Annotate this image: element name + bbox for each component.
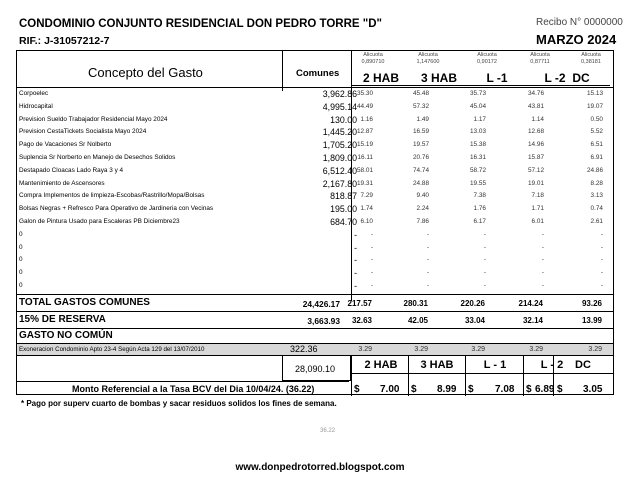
row-value: 15.87 (528, 154, 544, 161)
divider (282, 51, 283, 91)
table-row (17, 179, 613, 190)
row-comunes: 195.00 (330, 204, 357, 215)
concept-header: Concepto del Gasto (88, 65, 203, 80)
footnote: * Pago por superv cuarto de bombas y sacar residuos solidos los fines de semana. (21, 399, 337, 408)
alicuota-2hab: Alicuota 0,890710 (361, 52, 385, 65)
row-value: 19.55 (470, 179, 486, 187)
row-value: 1.71 (531, 205, 544, 213)
total-l1: 220.26 (460, 299, 485, 308)
table-row (17, 115, 613, 126)
row-value: 0.74 (590, 205, 603, 213)
row-value: - (426, 282, 429, 289)
row-value: 58.72 (470, 166, 486, 174)
row-value: - (370, 282, 373, 289)
table-row (17, 166, 613, 177)
alicuota-l1: Alicuota 0,90172 (477, 52, 497, 65)
reserve-comunes: 3,663.93 (307, 316, 340, 326)
row-value: 44.49 (357, 102, 373, 110)
row-value: - (426, 256, 429, 264)
row-value: 15.38 (470, 141, 486, 149)
col-header-dc: DC (552, 71, 610, 86)
divider (17, 381, 349, 382)
row-value: 34.76 (528, 90, 544, 97)
table-row (17, 102, 613, 113)
row-value: - (541, 269, 544, 277)
row-value: 16.31 (470, 154, 486, 161)
reserve-l2: 32.14 (522, 316, 543, 325)
row-value: - (483, 230, 486, 238)
blog-url[interactable]: www.donpedrotorred.blogspot.com (235, 462, 405, 473)
row-concept: Compra Implementos de limpieza-Escobas/Rastrillo/Mopa/Bolsas (19, 192, 205, 200)
rif-number: RIF.: J-31057212-7 (19, 35, 110, 47)
row-value: - (370, 243, 373, 251)
reserve-l1: 33.04 (464, 316, 485, 325)
table-row (17, 255, 613, 266)
col-header-2hab: 2 HAB (352, 71, 410, 86)
row-value: 6.01 (531, 218, 544, 225)
row-concept: Mantenimiento de Ascensores (19, 179, 105, 187)
row-value: 35.30 (357, 90, 373, 97)
exoneration-2hab: 3.29 (358, 346, 372, 353)
reference-amount-label: Monto Referencial a la Tasa BCV del Dia 10/04/24. (36.22) (72, 384, 315, 394)
row-value: - (483, 243, 486, 251)
table-row (17, 191, 613, 202)
currency-symbol: $ (411, 384, 417, 395)
row-value: 19.01 (528, 179, 544, 187)
currency-symbol: $ (354, 384, 360, 395)
row-comunes: 6,512.40 (322, 165, 357, 176)
header-divider (17, 87, 613, 88)
receipt-number: Recibo N° 0000000 (536, 17, 623, 28)
row-value: 0.50 (590, 115, 603, 123)
row-value: 58.01 (357, 166, 373, 174)
row-concept: 0 (19, 269, 23, 277)
table-row (17, 217, 613, 228)
row-value: 15.13 (587, 90, 603, 97)
row-value: 1.16 (360, 115, 373, 123)
row-value: 6.51 (590, 141, 603, 149)
row-comunes: 1,445.20 (322, 127, 357, 138)
alicuota-l2: Alicuota 0,87711 (530, 52, 550, 65)
row-value: - (600, 230, 603, 238)
col-header-l1: L -1 (468, 71, 526, 86)
row-value: 1.14 (531, 115, 544, 123)
row-value: 12.68 (528, 128, 544, 136)
row-value: 15.19 (357, 141, 373, 149)
col-header-3hab: 3 HAB (410, 71, 468, 86)
bottom-header-l2: L - 2 (540, 359, 564, 371)
reserve-3hab: 42.05 (407, 316, 428, 325)
table-row (17, 243, 613, 254)
row-comunes: - (354, 255, 357, 266)
row-comunes: - (354, 281, 357, 291)
row-value: - (370, 256, 373, 264)
row-value: 7.18 (531, 192, 544, 200)
row-value: - (483, 256, 486, 264)
row-comunes: 1,809.00 (322, 153, 357, 163)
table-row (17, 230, 613, 241)
billing-month: MARZO 2024 (536, 32, 617, 47)
currency-symbol: $ (557, 384, 563, 395)
page-number: 36.22 (320, 428, 336, 434)
row-value: 24.88 (413, 179, 429, 187)
bottom-header-row (351, 355, 614, 374)
divider (17, 311, 613, 312)
exoneration-l2: 3.29 (529, 346, 543, 353)
row-comunes: 1,705.20 (322, 140, 357, 151)
divider (408, 355, 409, 396)
row-concept: 0 (19, 243, 23, 251)
exoneration-dc: 3.29 (588, 346, 602, 353)
reserve-2hab: 32.63 (351, 316, 372, 325)
row-concept: Destapado Cloacas Lado Raya 3 y 4 (19, 166, 124, 174)
row-comunes: 4,995.14 (322, 101, 357, 112)
row-value: 12.87 (357, 128, 373, 136)
row-value: - (541, 282, 544, 289)
row-comunes: 2,167.80 (322, 178, 357, 189)
table-row (17, 140, 613, 151)
row-value: - (600, 269, 603, 277)
amount-2hab: 7.00 (380, 384, 400, 395)
table-row (17, 281, 613, 292)
row-value: 9.40 (416, 192, 429, 200)
row-concept: Bolsas Negras + Refresco Para Operativo de Jardineria con Vecinas (19, 205, 214, 213)
row-value: 2.61 (590, 218, 603, 225)
table-row (17, 127, 613, 138)
amount-dc: 3.05 (583, 384, 603, 395)
divider (351, 355, 352, 396)
exoneration-label: Exoneracion Condominio Apto 23-4 Según Acta 129 del 13/07/2010 (19, 346, 205, 353)
row-value: 7.38 (473, 192, 486, 200)
row-value: 45.04 (470, 102, 486, 110)
row-value: 19.07 (587, 102, 603, 110)
row-value: 43.81 (528, 102, 544, 110)
total-l2: 214.24 (518, 299, 543, 308)
row-value: 19.31 (357, 179, 373, 187)
reserve-label: 15% DE RESERVA (19, 314, 106, 325)
row-value: 8.28 (590, 179, 603, 187)
exoneration-3hab: 3.29 (414, 346, 428, 353)
row-value: 6.91 (590, 154, 603, 161)
reserve-dc: 13.99 (581, 316, 602, 325)
total-label: TOTAL GASTOS COMUNES (19, 297, 150, 308)
amount-3hab: 8.99 (437, 384, 457, 395)
row-concept: 0 (19, 230, 23, 238)
row-value: 14.96 (528, 141, 544, 149)
row-value: - (426, 230, 429, 238)
divider (17, 328, 613, 329)
row-concept: Prevision Sueldo Trabajador Residencial Mayo 2024 (19, 115, 168, 123)
row-value: 1.17 (473, 115, 486, 123)
row-value: 5.52 (590, 128, 603, 136)
currency-symbol: $ (468, 384, 474, 395)
row-comunes: 130.00 (330, 114, 357, 125)
total-3hab: 280.31 (403, 299, 428, 308)
row-value: - (483, 269, 486, 277)
row-concept: 0 (19, 282, 23, 289)
row-concept: Corpoelec (19, 90, 49, 97)
exoneration-comunes: 322.36 (290, 344, 318, 354)
row-value: - (600, 282, 603, 289)
bottom-header-l1: L - 1 (483, 359, 507, 371)
table-row (17, 268, 613, 279)
condominium-title: CONDOMINIO CONJUNTO RESIDENCIAL DON PEDRO TORRE "D" (19, 18, 382, 30)
row-value: - (600, 243, 603, 251)
row-concept: Galon de Pintura Usado para Escaleras PB Diciembre23 (19, 218, 180, 225)
row-value: - (370, 230, 373, 238)
row-value: 3.13 (590, 192, 603, 200)
divider (523, 355, 524, 396)
row-comunes: - (354, 229, 357, 240)
bottom-header-2hab: 2 HAB (364, 359, 398, 371)
row-value: 1.76 (473, 205, 486, 213)
row-concept: Prevision CestaTickets Socialista Mayo 2024 (19, 128, 147, 136)
alicuota-3hab: Alicuota 1,147600 (416, 52, 440, 65)
row-value: - (426, 243, 429, 251)
row-value: - (426, 269, 429, 277)
row-value: 7.86 (416, 218, 429, 225)
row-comunes: - (354, 242, 357, 253)
row-value: 45.48 (413, 90, 429, 97)
row-concept: Suplencia Sr Norberto en Manejo de Desechos Solidos (19, 154, 176, 161)
total-comunes: 24,426.17 (302, 299, 340, 309)
row-value: - (541, 256, 544, 264)
expense-table (16, 50, 614, 395)
row-value: - (541, 243, 544, 251)
row-concept: Pago de Vacaciones Sr Nolberto (19, 141, 112, 149)
row-value: 16.59 (413, 128, 429, 136)
row-value: 20.76 (413, 154, 429, 161)
alicuota-dc: Alicuota 0,38181 (581, 52, 601, 65)
row-value: 74.74 (413, 166, 429, 174)
divider (17, 294, 613, 295)
col-header-l2: L -2 (526, 71, 584, 86)
row-comunes: 684.70 (330, 217, 357, 227)
row-value: 1.74 (360, 205, 373, 213)
amount-l1: 7.08 (495, 384, 515, 395)
total-dc: 93.26 (581, 299, 602, 308)
row-value: 7.29 (360, 192, 373, 200)
total-2hab: 217.57 (347, 299, 372, 308)
row-comunes: - (354, 268, 357, 279)
row-comunes: 818.87 (330, 191, 357, 202)
table-row (17, 204, 613, 215)
row-value: 13.03 (470, 128, 486, 136)
row-value: 19.57 (413, 141, 429, 149)
row-value: - (600, 256, 603, 264)
row-value: 2.24 (416, 205, 429, 213)
row-concept: Hidrocapital (19, 102, 53, 110)
grand-total: 28,090.10 (295, 364, 336, 374)
row-value: 6.17 (473, 218, 486, 225)
non-common-label: GASTO NO COMÚN (19, 330, 113, 341)
row-comunes: 3,962.86 (322, 89, 357, 99)
row-concept: 0 (19, 256, 23, 264)
row-value: 16.11 (357, 154, 373, 161)
row-value: 35.73 (470, 90, 486, 97)
row-value: - (541, 230, 544, 238)
comunes-header: Comunes (296, 68, 340, 79)
currency-symbol: $ (526, 384, 532, 395)
row-value: - (370, 269, 373, 277)
exoneration-l1: 3.29 (471, 346, 485, 353)
row-value: 6.10 (360, 218, 373, 225)
row-value: 24.86 (587, 166, 603, 174)
amount-l2: 6.89 (535, 384, 555, 395)
table-row (17, 89, 613, 100)
row-value: 1.49 (416, 115, 429, 123)
divider (465, 355, 466, 396)
row-value: - (483, 282, 486, 289)
bottom-header-dc: DC (575, 359, 591, 371)
row-value: 57.12 (528, 166, 544, 174)
table-row (17, 153, 613, 164)
bottom-header-3hab: 3 HAB (420, 359, 454, 371)
row-value: 57.32 (413, 102, 429, 110)
